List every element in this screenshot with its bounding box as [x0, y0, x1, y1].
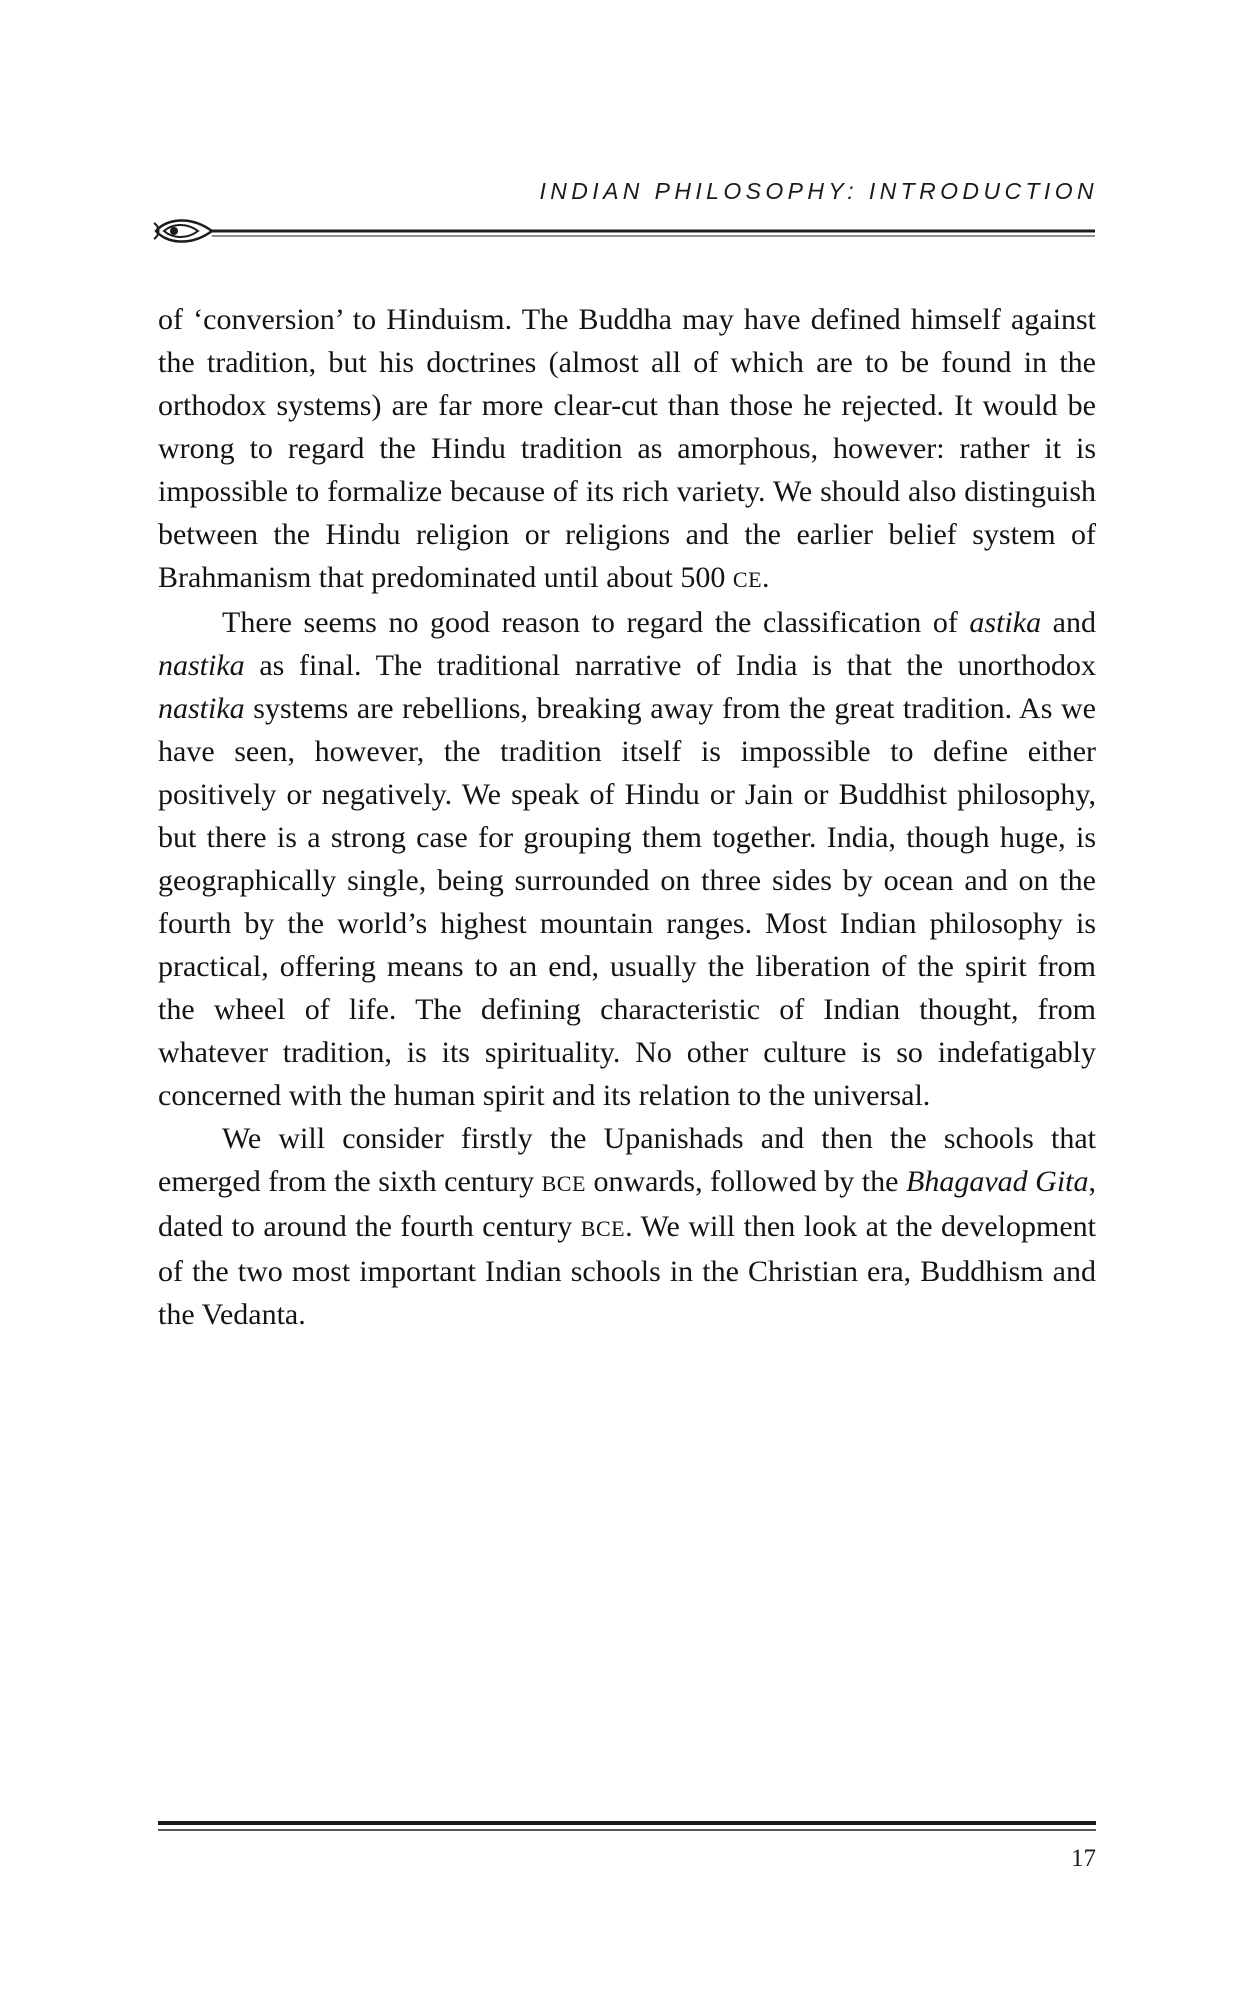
paragraph-2-text: as final. The traditional narrative of India is that the unorthodox: [244, 649, 1096, 682]
term-nastika: nastika: [158, 649, 245, 682]
running-header: INDIAN PHILOSOPHY: INTRODUCTION: [539, 178, 1098, 204]
paragraph-3: [158, 1117, 1096, 1336]
paragraph-2-text: and: [1041, 606, 1096, 639]
footer-rule: [158, 1820, 1096, 1834]
paragraph-1-text: of ‘conversion’ to Hinduism. The Buddha may have defined himself against the tradition, but his doctrines (almost all of which are to be found in the orthodox systems) are far more clear-cut than those he rejected. It would be wrong to regard the Hindu tradition as amorphous, however: rather it is impossible to formalize because of its rich variety. We should also distinguish between the Hindu religion or religions and the earlier belief system of Brahmanism that predominated until about 500: [158, 303, 1096, 594]
header-rule-ornament: [150, 213, 1095, 253]
era-abbreviation: BCE: [541, 1171, 586, 1196]
paragraph-3-text: . We will then look at the development of the two most important Indian schools in the Christian era, Buddhism and the Vedanta.: [158, 1210, 1096, 1331]
era-abbreviation: BCE: [580, 1216, 626, 1241]
paragraph-3-text: onwards, followed by the: [585, 1165, 906, 1198]
term-nastika: nastika: [158, 692, 245, 725]
page-number: 17: [1071, 1845, 1096, 1872]
paragraph-3-text: , dated to around the fourth century: [158, 1165, 1097, 1243]
main-text: [158, 298, 1096, 1336]
paragraph-1-end: .: [762, 561, 770, 594]
era-abbreviation: CE: [732, 567, 763, 592]
title-bhagavad-gita: Bhagavad Gita: [906, 1165, 1089, 1198]
paragraph-2-text: There seems no good reason to regard the classification of: [222, 606, 970, 639]
paragraph-2-text: systems are rebellions, breaking away from the great tradition. As we have seen, however, the tradition itself is impossible to define either positively or negatively. We speak of Hindu or Jain or Buddhist philosophy, but there is a strong case for grouping them together. India, though huge, is geographically single, being surrounded on three sides by ocean and on the fourth by the world’s highest mountain ranges. Most Indian philosophy is practical, offering means to an end, usually the liberation of the spirit from the wheel of life. The defining characteristic of Indian thought, from whatever tradition, is its spirituality. No other culture is so indefatigably concerned with the human spirit and its relation to the universal.: [158, 692, 1096, 1112]
lotus-ornament-icon: [154, 220, 212, 241]
paragraph-1: [158, 298, 1096, 601]
paragraph-3-text: We will consider firstly the Upanishads and then the schools that emerged from the sixth century: [158, 1122, 1096, 1198]
term-astika: astika: [969, 606, 1042, 639]
paragraph-2: [158, 601, 1096, 1117]
